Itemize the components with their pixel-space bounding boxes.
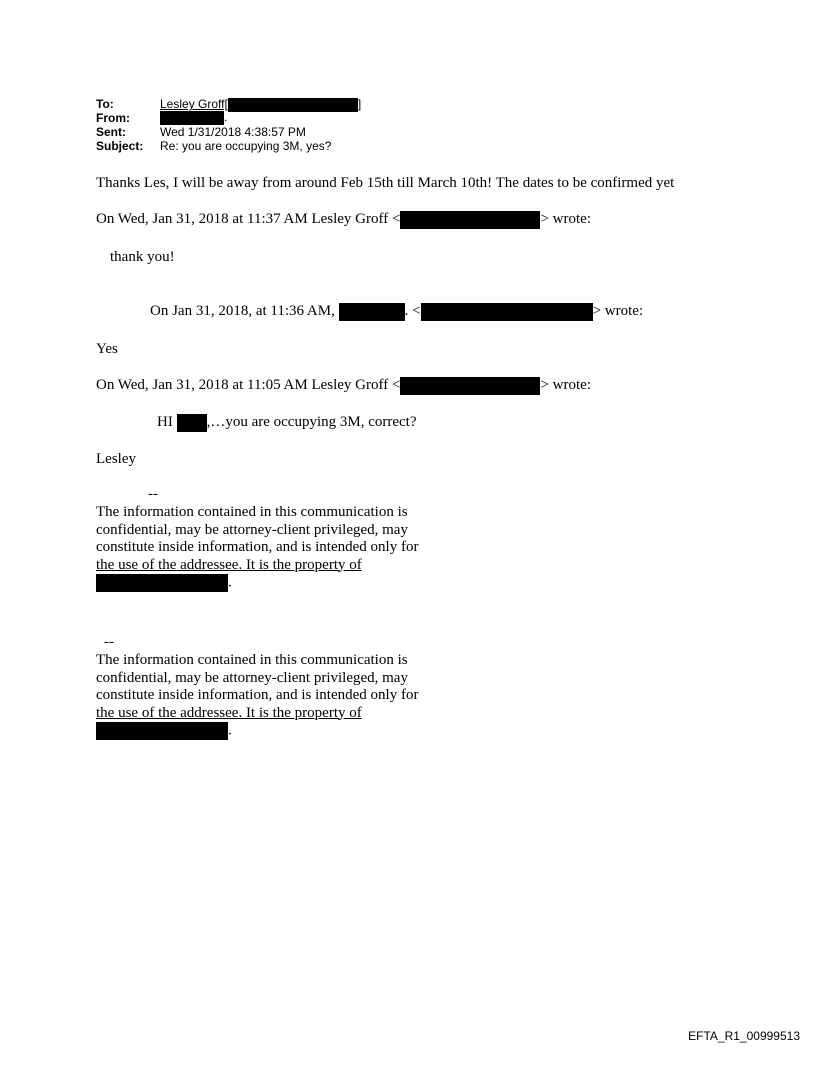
signature-separator: -- — [104, 634, 114, 650]
subject-value: Re: you are occupying 3M, yes? — [160, 139, 332, 153]
redaction — [339, 303, 405, 321]
message-line: thank you! — [110, 249, 175, 265]
document-id: EFTA_R1_00999513 — [688, 1029, 800, 1043]
quote-header: On Wed, Jan 31, 2018 at 11:05 AM Lesley Groff < > wrote: — [96, 377, 591, 393]
from-value: . — [160, 111, 227, 125]
sent-value: Wed 1/31/2018 4:38:57 PM — [160, 125, 306, 139]
subject-label: Subject: — [96, 139, 144, 153]
redaction — [96, 722, 228, 740]
quote-header: On Jan 31, 2018, at 11:36 AM, . < > wrote: — [150, 303, 644, 319]
sent-label: Sent: — [96, 125, 126, 139]
from-label: From: — [96, 111, 130, 125]
redaction — [228, 98, 358, 112]
redaction — [160, 111, 224, 125]
message-line: Yes — [96, 341, 118, 357]
message-line: Thanks Les, I will be away from around Feb 15th till March 10th! The dates to be confirmed yet — [96, 175, 675, 191]
redaction — [400, 211, 540, 229]
signature: Lesley — [96, 451, 136, 467]
to-value: Lesley Groff[ ] — [160, 97, 362, 112]
quote-header: On Wed, Jan 31, 2018 at 11:37 AM Lesley Groff < > wrote: — [96, 211, 591, 227]
redaction — [177, 414, 207, 432]
redaction — [421, 303, 593, 321]
to-label: To: — [96, 97, 114, 111]
message-line: HI ,…you are occupying 3M, correct? — [157, 414, 417, 430]
redaction — [400, 377, 540, 395]
disclaimer: The information contained in this communication is confidential, may be attorney-client privileged, may constitute inside information, and is intended only for the use of the addressee. It is the property of . — [96, 652, 419, 739]
redaction — [96, 574, 228, 592]
signature-separator: -- — [148, 486, 158, 502]
disclaimer: The information contained in this communication is confidential, may be attorney-client privileged, may constitute inside information, and is intended only for the use of the addressee. It is the property of . — [96, 504, 419, 591]
